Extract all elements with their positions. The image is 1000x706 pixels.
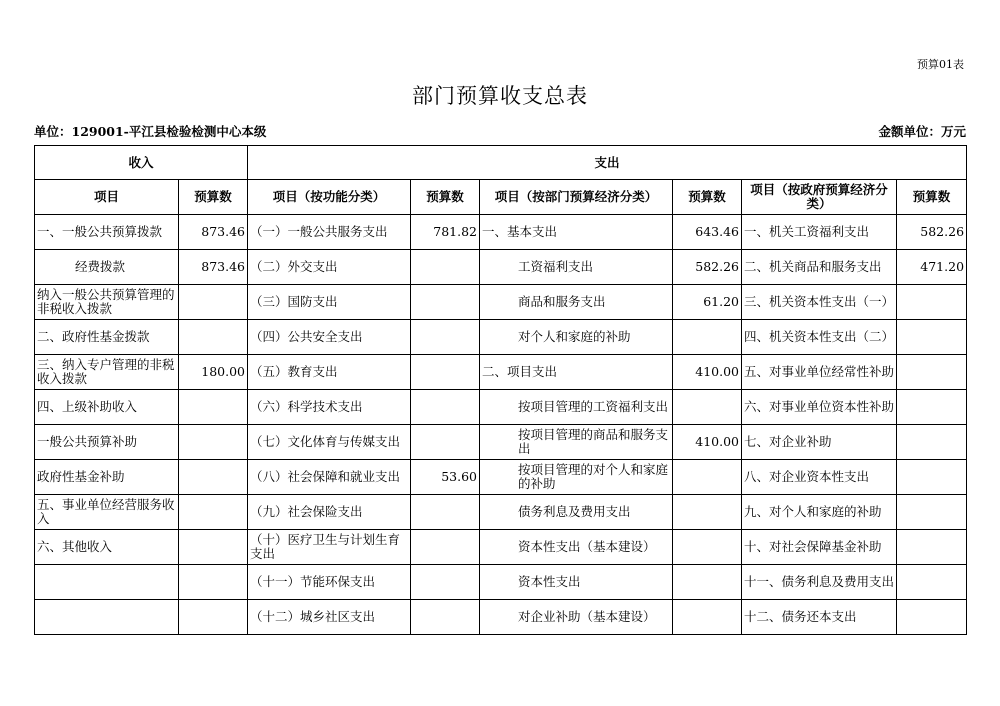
func-item: （五）教育支出 (248, 355, 411, 390)
dept-econ-item: 资本性支出（基本建设） (480, 530, 673, 565)
income-amount (179, 530, 248, 565)
dept-econ-amount (673, 495, 742, 530)
dept-econ-amount (673, 600, 742, 635)
dept-econ-item: 一、基本支出 (480, 215, 673, 250)
gov-econ-item: 二、机关商品和服务支出 (742, 250, 897, 285)
dept-econ-item: 按项目管理的商品和服务支出 (480, 425, 673, 460)
gov-econ-item: 五、对事业单位经常性补助 (742, 355, 897, 390)
gov-econ-amount (897, 460, 967, 495)
page-title: 部门预算收支总表 (412, 84, 588, 108)
func-amount: 781.82 (411, 215, 480, 250)
gov-econ-amount (897, 565, 967, 600)
gov-econ-item: 三、机关资本性支出（一） (742, 285, 897, 320)
col-header-func-budget: 预算数 (411, 180, 480, 215)
func-item: （十一）节能环保支出 (248, 565, 411, 600)
func-amount: 53.60 (411, 460, 480, 495)
income-item: 纳入一般公共预算管理的非税收入拨款 (35, 285, 179, 320)
col-header-func-item: 项目（按功能分类） (248, 180, 411, 215)
dept-econ-amount (673, 460, 742, 495)
gov-econ-item: 十一、债务利息及费用支出 (742, 565, 897, 600)
gov-econ-item: 八、对企业资本性支出 (742, 460, 897, 495)
dept-econ-item: 资本性支出 (480, 565, 673, 600)
col-header-income-item: 项目 (35, 180, 179, 215)
unit-label: 单位：129001-平江县检验检测中心本级 (34, 124, 267, 139)
func-amount (411, 530, 480, 565)
gov-econ-amount (897, 355, 967, 390)
dept-econ-item: 对个人和家庭的补助 (480, 320, 673, 355)
table-row (35, 425, 967, 460)
table-row (35, 600, 967, 635)
dept-econ-amount (673, 320, 742, 355)
table-row (35, 495, 967, 530)
income-item: 三、纳入专户管理的非税收入拨款 (35, 355, 179, 390)
income-amount (179, 285, 248, 320)
dept-econ-amount (673, 530, 742, 565)
table-row (35, 215, 967, 250)
income-amount: 873.46 (179, 215, 248, 250)
table-row (35, 565, 967, 600)
table-row (35, 320, 967, 355)
income-item: 经费拨款 (35, 250, 179, 285)
func-item: （七）文化体育与传媒支出 (248, 425, 411, 460)
col-header-dept-econ-budget: 预算数 (673, 180, 742, 215)
column-header-row (35, 180, 967, 215)
gov-econ-amount (897, 600, 967, 635)
dept-econ-item: 二、项目支出 (480, 355, 673, 390)
func-item: （九）社会保险支出 (248, 495, 411, 530)
dept-econ-item: 债务利息及费用支出 (480, 495, 673, 530)
gov-econ-item: 七、对企业补助 (742, 425, 897, 460)
income-item (35, 565, 179, 600)
func-item: （十二）城乡社区支出 (248, 600, 411, 635)
gov-econ-item: 十、对社会保障基金补助 (742, 530, 897, 565)
col-header-income-budget: 预算数 (179, 180, 248, 215)
dept-econ-amount: 410.00 (673, 355, 742, 390)
gov-econ-item: 九、对个人和家庭的补助 (742, 495, 897, 530)
dept-econ-item: 工资福利支出 (480, 250, 673, 285)
table-row (35, 530, 967, 565)
col-header-gov-econ-item: 项目（按政府预算经济分类） (742, 180, 897, 215)
dept-econ-amount (673, 565, 742, 600)
gov-econ-amount (897, 320, 967, 355)
income-item: 政府性基金补助 (35, 460, 179, 495)
income-item: 一般公共预算补助 (35, 425, 179, 460)
income-item (35, 600, 179, 635)
gov-econ-item: 一、机关工资福利支出 (742, 215, 897, 250)
income-item: 四、上级补助收入 (35, 390, 179, 425)
gov-econ-amount (897, 530, 967, 565)
func-amount (411, 425, 480, 460)
income-amount: 873.46 (179, 250, 248, 285)
func-amount (411, 495, 480, 530)
dept-econ-amount: 643.46 (673, 215, 742, 250)
func-item: （六）科学技术支出 (248, 390, 411, 425)
income-amount (179, 495, 248, 530)
income-item: 一、一般公共预算拨款 (35, 215, 179, 250)
gov-econ-amount (897, 425, 967, 460)
dept-econ-amount: 410.00 (673, 425, 742, 460)
section-header-row (35, 146, 967, 180)
table-row (35, 250, 967, 285)
income-amount: 180.00 (179, 355, 248, 390)
dept-econ-amount: 582.26 (673, 250, 742, 285)
gov-econ-item: 十二、债务还本支出 (742, 600, 897, 635)
gov-econ-amount (897, 285, 967, 320)
income-item: 二、政府性基金拨款 (35, 320, 179, 355)
dept-econ-item: 按项目管理的工资福利支出 (480, 390, 673, 425)
func-amount (411, 320, 480, 355)
col-header-gov-econ-budget: 预算数 (897, 180, 967, 215)
dept-econ-item: 对企业补助（基本建设） (480, 600, 673, 635)
func-item: （二）外交支出 (248, 250, 411, 285)
expense-section-header: 支出 (248, 146, 967, 180)
dept-econ-amount: 61.20 (673, 285, 742, 320)
income-amount (179, 565, 248, 600)
income-section-header: 收入 (35, 146, 248, 180)
table-row (35, 460, 967, 495)
func-amount (411, 285, 480, 320)
gov-econ-item: 四、机关资本性支出（二） (742, 320, 897, 355)
table-row (35, 355, 967, 390)
func-amount (411, 565, 480, 600)
func-item: （十）医疗卫生与计划生育支出 (248, 530, 411, 565)
func-item: （三）国防支出 (248, 285, 411, 320)
func-item: （四）公共安全支出 (248, 320, 411, 355)
func-amount (411, 250, 480, 285)
income-amount (179, 390, 248, 425)
gov-econ-amount: 582.26 (897, 215, 967, 250)
dept-econ-item: 按项目管理的对个人和家庭的补助 (480, 460, 673, 495)
gov-econ-amount (897, 390, 967, 425)
func-item: （八）社会保障和就业支出 (248, 460, 411, 495)
dept-econ-amount (673, 390, 742, 425)
income-amount (179, 600, 248, 635)
income-item: 五、事业单位经营服务收入 (35, 495, 179, 530)
table-row (35, 390, 967, 425)
income-amount (179, 460, 248, 495)
func-amount (411, 600, 480, 635)
func-item: （一）一般公共服务支出 (248, 215, 411, 250)
func-amount (411, 390, 480, 425)
income-amount (179, 320, 248, 355)
dept-econ-item: 商品和服务支出 (480, 285, 673, 320)
income-amount (179, 425, 248, 460)
col-header-dept-econ-item: 项目（按部门预算经济分类） (480, 180, 673, 215)
amount-unit-label: 金额单位：万元 (878, 124, 966, 139)
table-row (35, 285, 967, 320)
budget-table (34, 145, 967, 635)
gov-econ-amount (897, 495, 967, 530)
gov-econ-item: 六、对事业单位资本性补助 (742, 390, 897, 425)
func-amount (411, 355, 480, 390)
form-number: 预算01表 (917, 58, 964, 71)
gov-econ-amount: 471.20 (897, 250, 967, 285)
income-item: 六、其他收入 (35, 530, 179, 565)
